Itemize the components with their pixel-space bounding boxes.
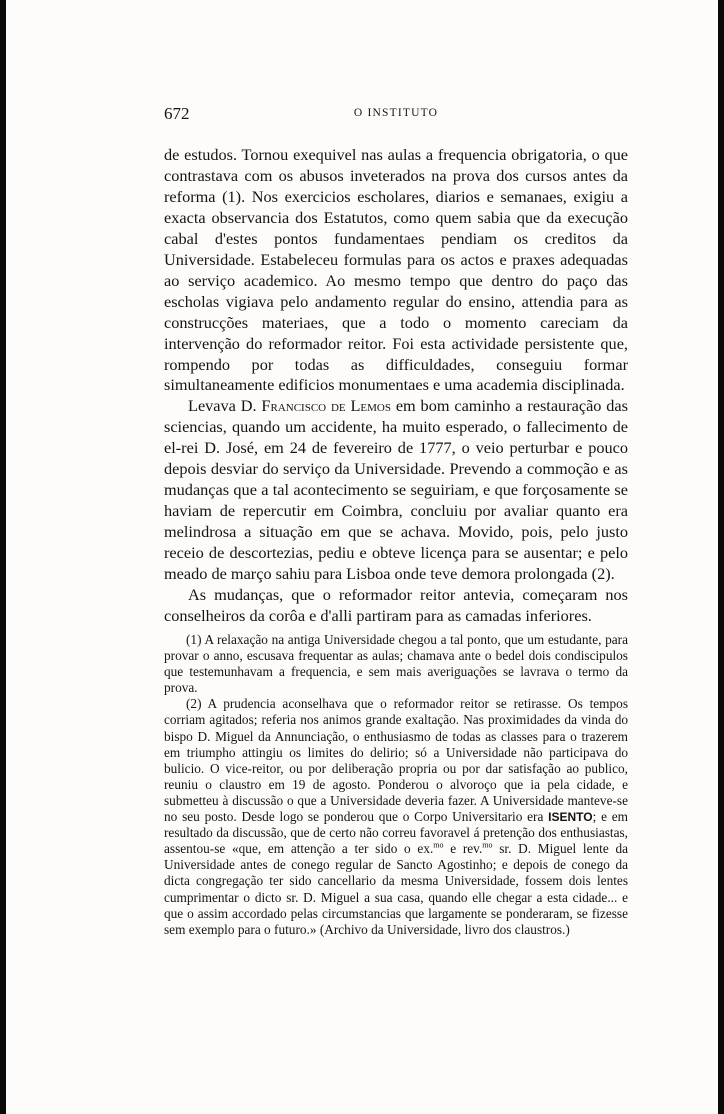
person-name-particle: de: [326, 396, 351, 416]
scan-border-left: [0, 0, 6, 1114]
person-name-francisco: Francisco: [261, 396, 327, 416]
paragraph-2: [164, 396, 628, 585]
person-name-lemos: Lemos: [350, 396, 391, 416]
journal-title: O INSTITUTO: [353, 107, 439, 119]
footnote-2-superscript-2: mo: [482, 840, 493, 850]
footnote-2-part-d: sr. D. Miguel lente da Universidade antes de conego regular de Sancto Agostinho; e depois de conego da dicta congregação ter sido cancellario da mesma Universidade, fossem dois lentes cumprimentar o dicto sr. D. Miguel a sua casa, quando elle chegar a esta cidade... e que o assim accordado pelas circumstancias que largamente se ponderaram, se fizesse sem exemplo para o futuro.» (Archivo da Universidade, livro dos claustros.): [164, 841, 628, 937]
footnote-2: [164, 696, 628, 937]
paragraph-3: As mudanças, que o reformador reitor antevia, começaram nos conselheiros da corôa e d'alli partiram para as camadas inferiores.: [164, 585, 628, 625]
page-number: 672: [164, 104, 190, 123]
paragraph-2-start: Levava D.: [188, 396, 262, 416]
footnote-2-part-c: e rev.: [443, 841, 483, 857]
paragraph-1: de estudos. Tornou exequivel nas aulas a frequencia obrigatoria, o que contrastava com os abusos inveterados na prova dos cursos antes da reforma (1). Nos exercicios escholares, diarios e semanaes, exigiu a exacta observancia dos Estatutos, como quem sabia que da execução cabal d'estes pontos fundamentaes pendiam os creditos da Universidade. Estabeleceu formulas para os actos e praxes adequadas ao serviço academico. Ao mesmo tempo que dentro do paço das escholas vigiava pelo andamento regular do ensino, attendia para as construcções materiaes, que a todo o momento careciam da intervenção do reformador reitor. Foi esta actividade persistente que, rompendo por todas as difficuldades, conseguiu formar simultaneamente edificios monumentaes e uma academia disciplinada.: [164, 145, 628, 395]
scan-border-right: [718, 0, 724, 1114]
footnotes: [164, 632, 628, 938]
footnote-2-bold-word: ISENTO: [548, 810, 593, 825]
footnote-2-part-a: (2) A prudencia aconselhava que o reformador reitor se retirasse. Os tempos corriam agitados; referia nos animos grande exaltação. Nas proximidades da vinda do bispo D. Miguel da Annunciação, o enthusiasmo de todas as classes para o trazerem em triumpho attingiu os limites do delirio; só a Universidade não participava do bulicio. O vice-reitor, ou por deliberação propria ou por dar satisfação ao publico, reuniu o claustro em 19 de agosto. Ponderou o alvoroço que ia pela cidade, e submetteu à discussão o que a Universidade deveria fazer. A Universidade manteve-se no seu posto. Desde logo se ponderou que o Corpo Universitario era: [164, 696, 628, 825]
footnote-1: (1) A relaxação na antiga Universidade chegou a tal ponto, que um estudante, para provar o anno, escusava frequentar as aulas; chamava ante o bedel dois condiscipulos que testemunhavam a frequencia, e sem mais averiguações se lavrava o termo da prova.: [164, 632, 628, 696]
main-text: [164, 145, 628, 627]
running-head: [164, 104, 628, 126]
paragraph-2-rest: em bom caminho a restauração das sciencias, quando um accidente, ha muito esperado, o fallecimento de el-rei D. José, em 24 de fevereiro de 1777, o veio perturbar e pouco depois desviar do serviço da Universidade. Prevendo a commoção e as mudanças que a tal acontecimento se seguiriam, e que forçosamente se haviam de repercutir em Coimbra, concluiu por avaliar quanto era melindrosa a situação em que se achava. Movido, pois, pelo justo receio de descortezias, pediu e obteve licença para se ausentar; e pelo meado de março sahiu para Lisboa onde teve demora prolongada (2).: [164, 396, 628, 584]
footnote-2-superscript-1: mo: [433, 840, 444, 850]
footnote-2-part-b: ; e em resultado da discussão, que de certo não correu favoravel á pretenção dos enthusiastas, assentou-se «que, em attenção a ter sido o ex.: [164, 809, 628, 857]
